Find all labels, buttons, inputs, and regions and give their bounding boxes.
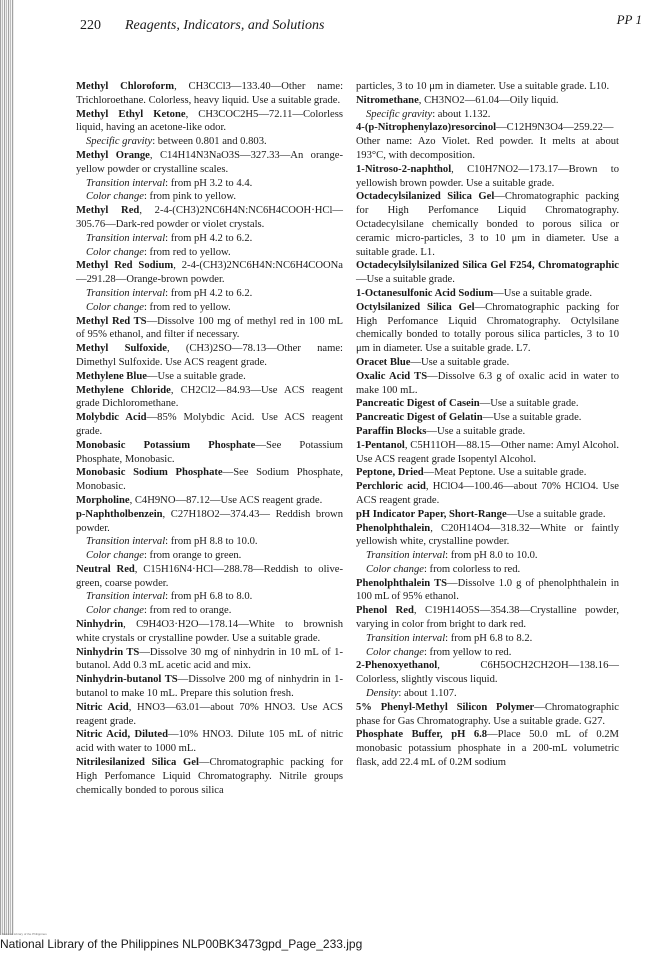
entry-name: 1-Nitroso-2-naphthol [356, 163, 452, 175]
property-label: Color change [86, 301, 144, 313]
property-label: Transition interval [86, 591, 166, 603]
entry-property [86, 232, 343, 246]
entry-property [86, 287, 343, 301]
entry-text: —C12H9N3O4—259.22—Other name: Azo Violet. Red powder. It melts at about 193°C, with decomposition. [356, 122, 619, 161]
entry-property [86, 246, 343, 260]
property-value: : from pH 8.0 to 10.0. [445, 550, 538, 562]
entry-name: 4-(p-Nitrophenylazo)resorcinol [356, 122, 497, 134]
entry-name: Neutral Red [76, 563, 135, 575]
property-value: : from pH 4.2 to 6.2. [165, 232, 253, 244]
entry [76, 728, 343, 756]
right-column [356, 80, 619, 770]
entry-text: , C27H18O2—374.43— Reddish brown powder. [76, 508, 343, 534]
entry-name: Pancreatic Digest of Gelatin [356, 412, 483, 424]
entry-property [366, 563, 619, 577]
entry [356, 466, 619, 480]
property-label: Density [366, 688, 399, 700]
property-label: Transition interval [86, 287, 166, 299]
property-label: Specific gravity [86, 136, 153, 148]
entry-text: , HNO3—63.01—about 70% HNO3. Use ACS reagent grade. [76, 701, 343, 727]
entry-name: Ninhydrin-butanol TS [76, 674, 178, 686]
entry-name: Methyl Ethyl Ketone [76, 108, 186, 120]
entry-name: 2-Phenoxyethanol [356, 660, 438, 672]
entry-text: , CH3NO2—61.04—Oily liquid. [418, 94, 559, 106]
property-label: Transition interval [366, 632, 446, 644]
entry-text: —Use a suitable grade. [410, 356, 510, 368]
entry [356, 94, 619, 108]
entry-name: Methyl Red Sodium [76, 260, 174, 272]
entry-name: Octadecylsilylsilanized Silica Gel F254, Chromatographic [356, 260, 619, 272]
entry-text: , HClO4—100.46—about 70% HClO4. Use ACS reagent grade. [356, 481, 619, 506]
entry-text: , CH3CCl3—133.40—Other name: Trichloroethane. Colorless, heavy liquid. Use a suitable grade. [76, 81, 344, 106]
entry-property [86, 549, 343, 563]
entry-name: Phenol Red [356, 605, 414, 617]
entry [76, 618, 343, 646]
entry-text: —10% HNO3. Dilute 105 mL of nitric acid with water to 1000 mL. [76, 729, 343, 755]
entry-name: Octylsilanized Silica Gel [356, 301, 475, 313]
entry [356, 522, 619, 550]
entry [76, 259, 343, 287]
entry [356, 411, 619, 425]
footer-small-stamp: National Library of the Philippines [2, 932, 47, 936]
entry-text: —Chromatographic packing for High Perfomance Liquid Chromatography. Nitrile groups chemically bonded to porous silica [76, 757, 343, 796]
entry [76, 370, 343, 384]
entry-text: —85% Molybdic Acid. Use ACS reagent grade. [76, 412, 344, 437]
entry [76, 80, 343, 108]
entry [356, 301, 619, 356]
entry-property [366, 632, 619, 646]
entry-text: —Meat Peptone. Use a suitable grade. [423, 467, 587, 479]
entry-property [366, 646, 619, 660]
entry-text: —Dissolve 100 mg of methyl red in 100 mL of 95% ethanol, and filter if necessary. [76, 315, 344, 341]
entry-property [86, 604, 343, 618]
property-value: : from pH 3.2 to 4.4. [165, 177, 253, 189]
entry-name: Methyl Orange [76, 149, 150, 161]
property-label: Transition interval [86, 177, 166, 189]
entry-property [366, 687, 619, 701]
entry-text: , C5H11OH—88.15—Other name: Amyl Alcohol. Use ACS reagent grade Isopentyl Alcohol. [356, 439, 619, 465]
entry-name: Nitric Acid, Diluted [76, 729, 169, 741]
entry [76, 494, 343, 508]
entry-name: Morpholine [76, 494, 130, 506]
property-value: : from pH 8.8 to 10.0. [165, 536, 258, 548]
entry [356, 356, 619, 370]
entry-text: , C14H14N3NaO3S—327.33—An orange-yellow powder or crystalline scales. [76, 149, 343, 175]
entry [356, 370, 619, 398]
entry [356, 728, 619, 769]
entry [356, 508, 619, 522]
property-label: Color change [86, 191, 144, 203]
entry-name: Nitromethane [356, 94, 419, 106]
entry-name: Ninhydrin TS [76, 646, 140, 658]
entry-text: —Use a suitable grade. [426, 425, 526, 437]
entry-text: , C15H16N4·HCl—288.78—Reddish to olive-green, coarse powder. [76, 563, 343, 589]
entry [356, 701, 619, 729]
entry [356, 163, 619, 191]
entry-name: Phenolphthalein TS [356, 577, 448, 589]
entry-name: Methyl Red TS [76, 315, 147, 327]
property-label: Color change [366, 646, 424, 658]
entry [76, 342, 343, 370]
entry-text: , CH2Cl2—84.93—Use ACS reagent grade Dichloromethane. [76, 384, 343, 410]
entry-property [366, 108, 619, 122]
entry-name: Ninhydrin [76, 619, 124, 631]
entry-text: —Chromatographic packing for High Perfomance Liquid Chromatography. Octadecylsilane chemically bonded to porous silica or ceramic micro-particles, 3 to 10 μm in diameter. Use a suitable grade. L1. [356, 191, 619, 258]
footer-text: National Library of the Philippines NLP00BK3473gpd_Page_233.jpg [0, 937, 363, 951]
entry-text: , C20H14O4—318.32—White or faintly yellowish white, crystalline powder. [356, 522, 619, 548]
entry-name: 1-Pentanol [356, 439, 405, 451]
entry [76, 646, 343, 674]
entry [76, 466, 343, 494]
entry-text: , C9H4O3·H2O—178.14—White to brownish white crystals or crystalline powder. Use a suitable grade. [76, 619, 343, 644]
entry-property [86, 135, 343, 149]
property-value: : about 1.132. [432, 108, 491, 120]
property-value: : from red to yellow. [143, 246, 231, 258]
entry [356, 190, 619, 259]
entry [76, 204, 343, 232]
entry [76, 411, 343, 439]
entry-name: Methylene Blue [76, 370, 147, 382]
property-value: : from orange to green. [143, 550, 242, 562]
property-value: : from pink to yellow. [143, 191, 236, 203]
entry [356, 287, 619, 301]
entry [76, 563, 343, 591]
entry-text: —Use a suitable grade. [146, 370, 246, 382]
property-value: : from red to orange. [143, 605, 232, 617]
entry-text: —Chromatographic phase for Gas Chromatography. Use a suitable grade. G27. [356, 701, 619, 727]
entry-text: —See Sodium Phosphate, Monobasic. [76, 467, 343, 493]
entry-property [86, 535, 343, 549]
running-title: Reagents, Indicators, and Solutions [125, 18, 325, 33]
entry [356, 604, 619, 632]
entry-name: 1-Octanesulfonic Acid Sodium [356, 287, 494, 299]
entry-name: pH Indicator Paper, Short-Range [356, 508, 507, 520]
entry [76, 439, 343, 467]
entry [356, 397, 619, 411]
property-label: Color change [86, 605, 144, 617]
entry-name: p-Naphtholbenzein [76, 508, 163, 520]
entry [76, 108, 343, 136]
left-column [76, 80, 343, 797]
entry [356, 259, 619, 287]
entry-name: Methylene Chloride [76, 384, 171, 396]
entry-name: Nitric Acid [76, 701, 129, 713]
entry [76, 149, 343, 177]
entry [76, 508, 343, 536]
entry-name: Perchloric acid [356, 481, 426, 493]
entry [76, 701, 343, 729]
entry-name: Phenolphthalein [356, 522, 431, 534]
entry-name: Phosphate Buffer, pH 6.8 [356, 729, 488, 741]
entry [76, 673, 343, 701]
property-label: Specific gravity [366, 108, 433, 120]
entry-text: , C10H7NO2—173.17—Brown to yellowish brown powder. Use a suitable grade. [356, 163, 619, 189]
page-number: 220 [80, 18, 101, 33]
entry-text: —Dissolve 200 mg of ninhydrin in 1-butanol to make 10 mL. Prepare this solution fresh. [76, 674, 343, 700]
entry-text: —Dissolve 1.0 g of phenolphthalein in 100 mL of 95% ethanol. [356, 577, 619, 603]
entry-text: , C19H14O5S—354.38—Crystalline powder, varying in color from bright to dark red. [356, 605, 620, 631]
page-mark: PP 1 [616, 12, 642, 27]
entry-text: —Place 50.0 mL of 0.2M monobasic potassium phosphate in a 200-mL volumetric flask, add 22.4 mL of 0.2M sodium [356, 729, 619, 769]
property-value: : about 1.107. [398, 688, 457, 700]
scan-edge [0, 0, 14, 935]
property-label: Transition interval [366, 550, 446, 562]
entry-name: Octadecylsilanized Silica Gel [356, 191, 495, 203]
entry-text: —Use a suitable grade. [482, 412, 582, 424]
property-label: Color change [366, 563, 424, 575]
entry [76, 315, 343, 343]
entry-text: —See Potassium Phosphate, Monobasic. [76, 439, 343, 465]
entry-name: Oxalic Acid TS [356, 370, 428, 382]
entry-text: , 2-4-(CH3)2NC6H4N:NC6H4COOH·HCl—305.76—Dark-red powder or violet crystals. [76, 205, 343, 230]
property-label: Transition interval [86, 232, 166, 244]
entry-text: , C4H9NO—87.12—Use ACS reagent grade. [129, 494, 323, 506]
entry-text: —Dissolve 6.3 g of oxalic acid in water to make 100 mL. [356, 370, 619, 396]
entry [356, 480, 619, 508]
entry-property [86, 190, 343, 204]
entry [356, 659, 619, 687]
entry [356, 439, 619, 467]
entry-text: , 2-4-(CH3)2NC6H4N:NC6H4COONa—291.28—Orange-brown powder. [76, 260, 343, 286]
entry-name: Pancreatic Digest of Casein [356, 398, 480, 410]
entry [356, 121, 619, 162]
property-label: Color change [86, 246, 144, 258]
entry [356, 425, 619, 439]
entry-text: —Use a suitable grade. [356, 274, 455, 286]
entry-text: —Use a suitable grade. [506, 508, 606, 520]
footer [0, 932, 664, 951]
entry-property [86, 177, 343, 191]
property-value: : from yellow to red. [423, 646, 512, 658]
entry-name: Methyl Sulfoxide [76, 343, 167, 355]
entry-name: Methyl Chloroform [76, 81, 175, 92]
entry-name: Molybdic Acid [76, 412, 147, 424]
entry [76, 384, 343, 412]
entry-text: , C6H5OCH2CH2OH—138.16—Colorless, slightly viscous liquid. [356, 660, 619, 686]
entry-property [86, 590, 343, 604]
property-value: : from pH 6.8 to 8.2. [445, 632, 533, 644]
entry [356, 577, 619, 605]
entry-text: —Use a suitable grade. [493, 287, 592, 299]
property-value: : between 0.801 and 0.803. [152, 136, 267, 148]
entry-text: , CH3COC2H5—72.11—Colorless liquid, having an acetone-like odor. [76, 108, 343, 134]
property-value: : from pH 4.2 to 6.2. [165, 287, 253, 299]
entry-name: Methyl Red [76, 205, 140, 217]
entry-text: , (CH3)2SO—78.13—Other name: Dimethyl Sulfoxide. Use ACS reagent grade. [76, 343, 343, 368]
entry-text: —Chromatographic packing for High Perfomance Liquid Chromatography. Octylsilane chemically bonded to totally porous silica particles, 3 to 10 μm in diameter. Use a suitable grade. L7. [356, 301, 619, 355]
entry-name: Paraffin Blocks [356, 425, 427, 437]
entry [76, 756, 343, 797]
property-value: : from colorless to red. [423, 563, 521, 575]
entry-text: —Dissolve 30 mg of ninhydrin in 10 mL of 1-butanol. Add 0.3 mL acetic acid and mix. [76, 646, 343, 672]
property-value: : from red to yellow. [143, 301, 231, 313]
entry-name: Oracet Blue [356, 356, 411, 368]
entry-name: Monobasic Potassium Phosphate [76, 439, 256, 451]
property-label: Color change [86, 550, 144, 562]
entry-name: Nitrilesilanized Silica Gel [76, 757, 199, 769]
entry-name: Monobasic Sodium Phosphate [76, 467, 223, 479]
entry-name: Peptone, Dried [356, 467, 424, 479]
property-value: : from pH 6.8 to 8.0. [165, 591, 253, 603]
property-label: Transition interval [86, 536, 166, 548]
entry-property [86, 301, 343, 315]
entry-name: 5% Phenyl-Methyl Silicon Polymer [356, 701, 535, 713]
entry-text: —Use a suitable grade. [479, 398, 579, 410]
continued-text: particles, 3 to 10 μm in diameter. Use a suitable grade. L10. [356, 81, 610, 92]
entry-property [366, 549, 619, 563]
